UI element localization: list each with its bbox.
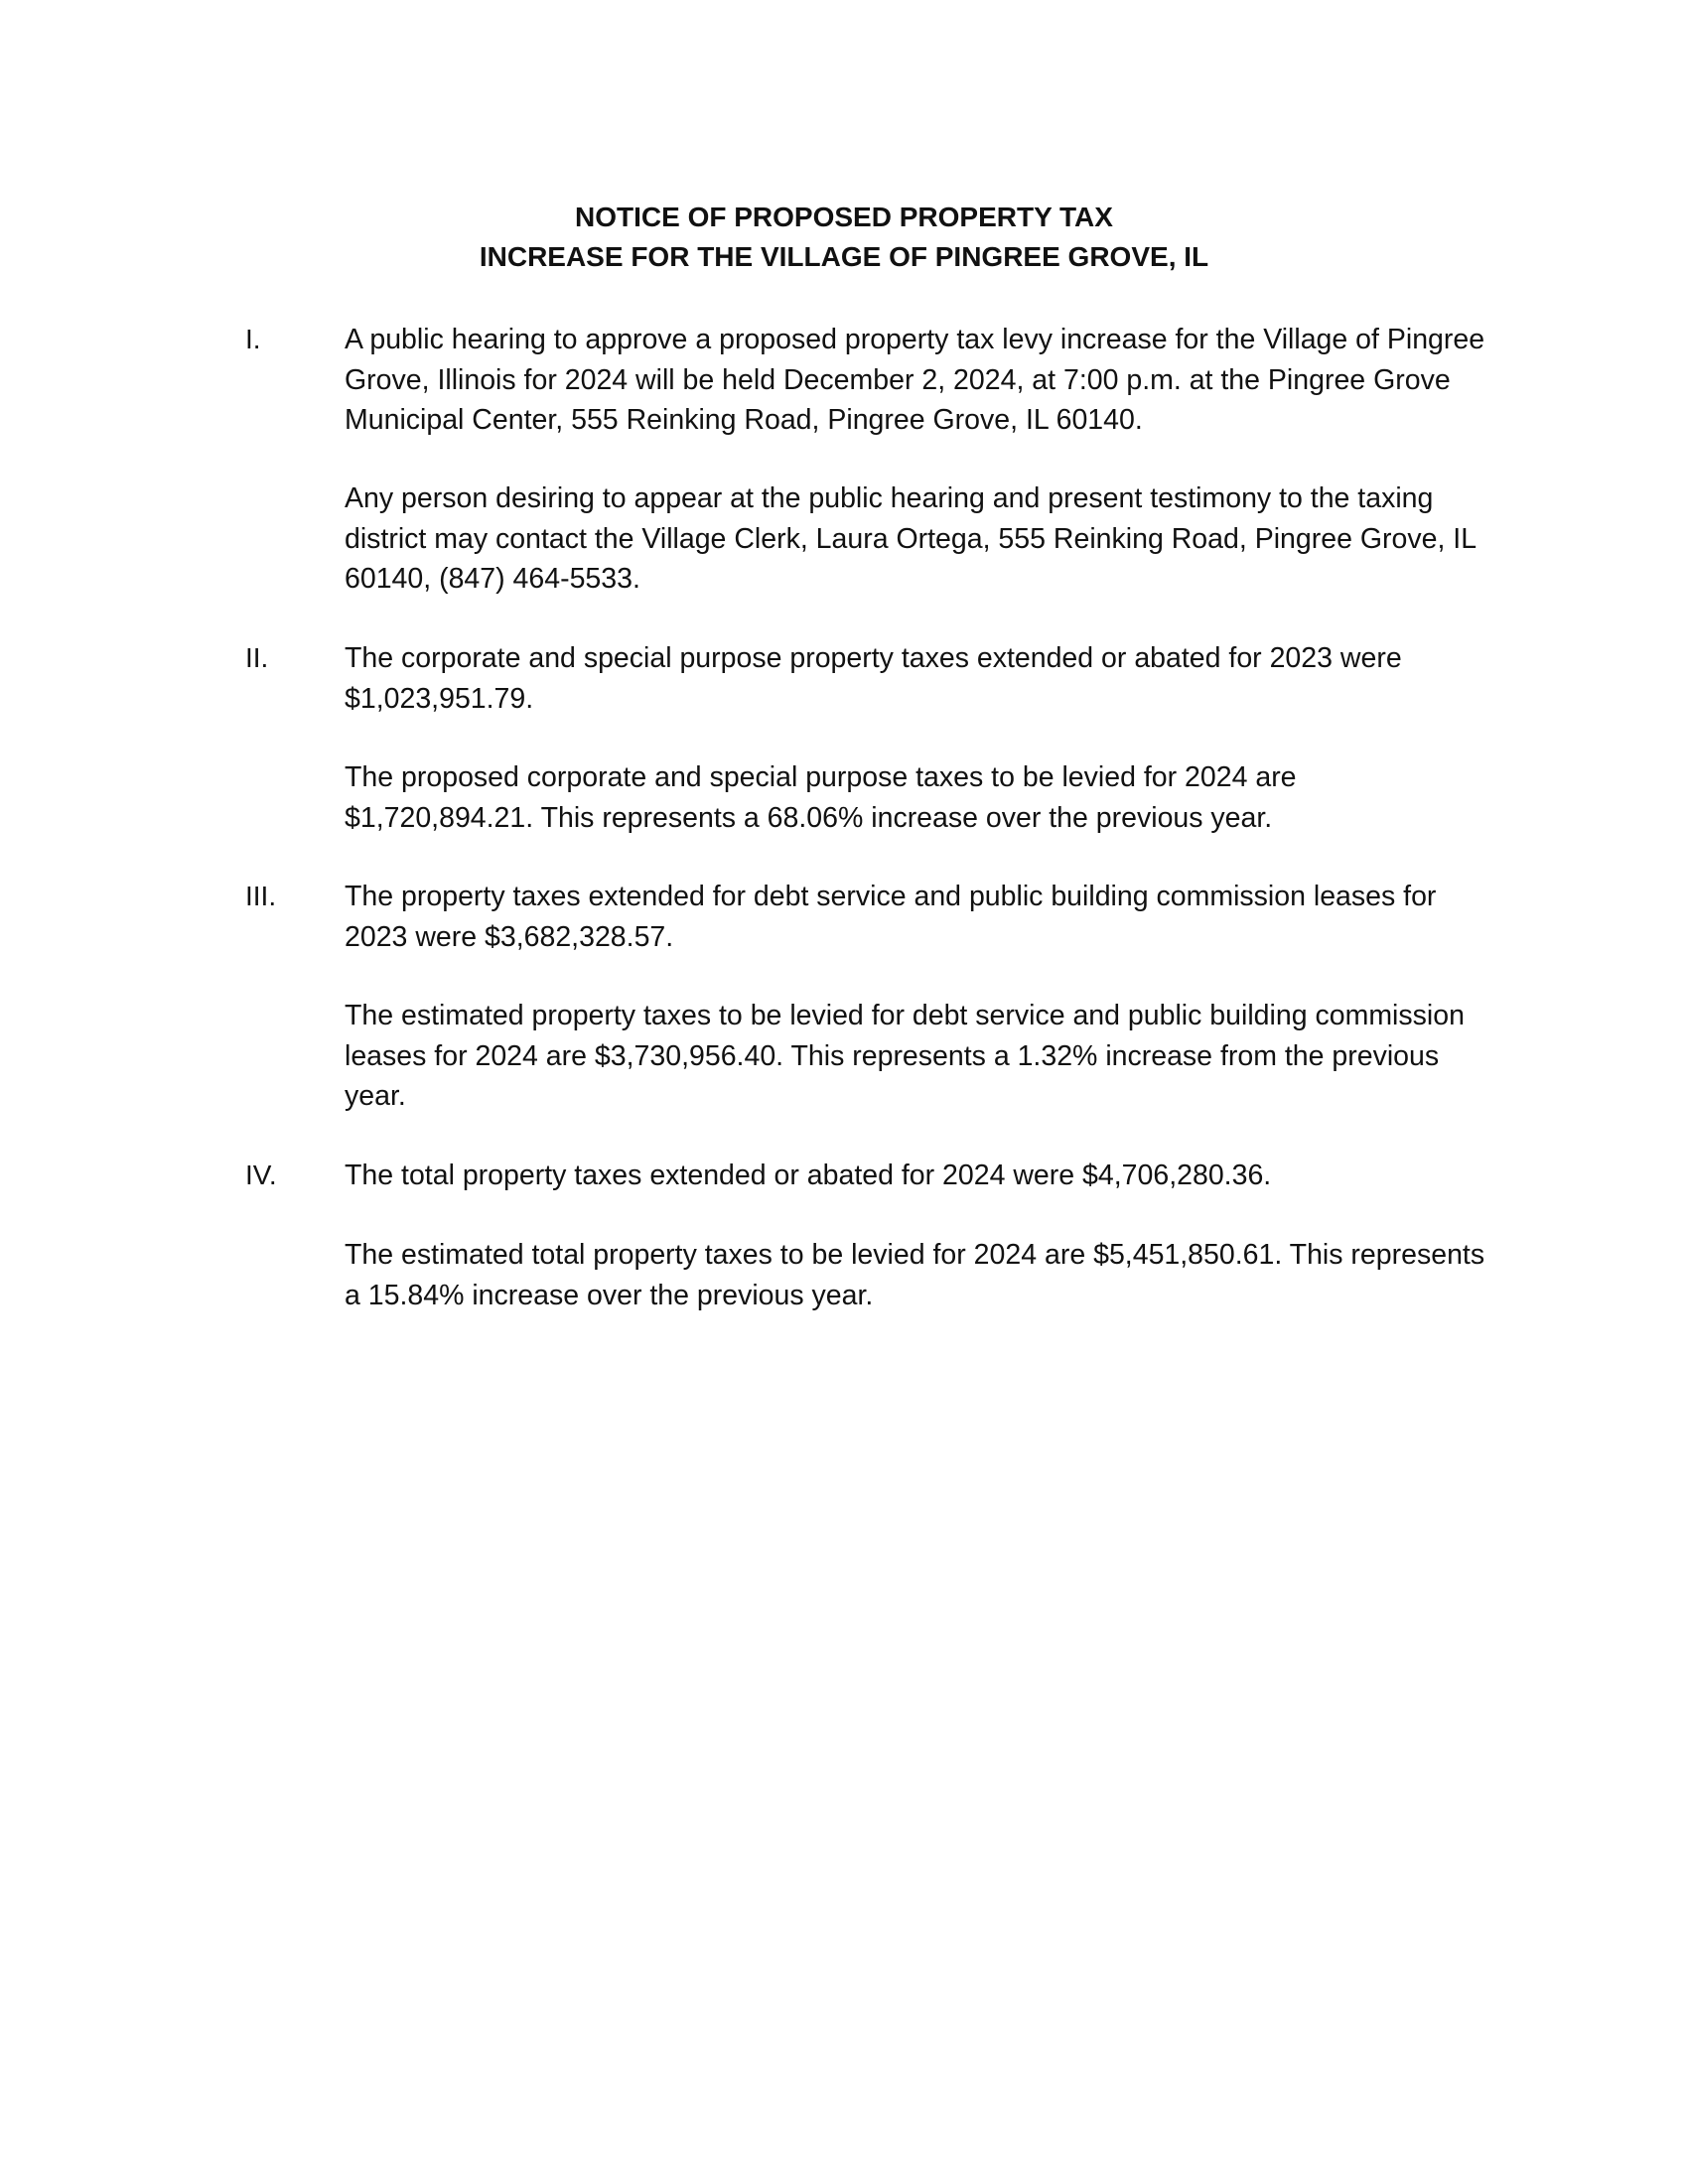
section-4-paragraph-2: The estimated total property taxes to be levied for 2024 are $5,451,850.61. This represents a 15.84% increase over the previous year. <box>345 1239 1485 1311</box>
section-2-paragraph-2: The proposed corporate and special purpose taxes to be levied for 2024 are $1,720,894.21. This represents a 68.06% increase over the previous year. <box>345 761 1297 834</box>
section-1-numeral: I. <box>245 324 261 354</box>
document-title-line-2: INCREASE FOR THE VILLAGE OF PINGREE GROVE, IL <box>479 241 1209 272</box>
section-4-paragraph-1: The total property taxes extended or abated for 2024 were $4,706,280.36. <box>345 1160 1272 1191</box>
section-3-numeral: III. <box>245 881 277 911</box>
section-2-paragraph-1: The corporate and special purpose property taxes extended or abated for 2023 were $1,023,951.79. <box>345 642 1402 715</box>
section-2-numeral: II. <box>245 642 269 673</box>
section-3-paragraph-2: The estimated property taxes to be levied for debt service and public building commission leases for 2024 are $3,730,956.40. This represents a 1.32% increase from the previous year. <box>345 1000 1465 1112</box>
section-1-paragraph-1: A public hearing to approve a proposed property tax levy increase for the Village of Pingree Grove, Illinois for 2024 will be held December 2, 2024, at 7:00 p.m. at the Pingree Grove Municipal Center, 555 Reinking Road, Pingree Grove, IL 60140. <box>345 324 1485 436</box>
section-3-paragraph-1: The property taxes extended for debt service and public building commission leases for 2023 were $3,682,328.57. <box>345 881 1437 953</box>
document-title-line-1: NOTICE OF PROPOSED PROPERTY TAX <box>575 202 1113 232</box>
section-1-paragraph-2: Any person desiring to appear at the public hearing and present testimony to the taxing district may contact the Village Clerk, Laura Ortega, 555 Reinking Road, Pingree Grove, IL 60140, (847) 464-5533. <box>345 482 1476 595</box>
section-4-numeral: IV. <box>245 1160 277 1190</box>
